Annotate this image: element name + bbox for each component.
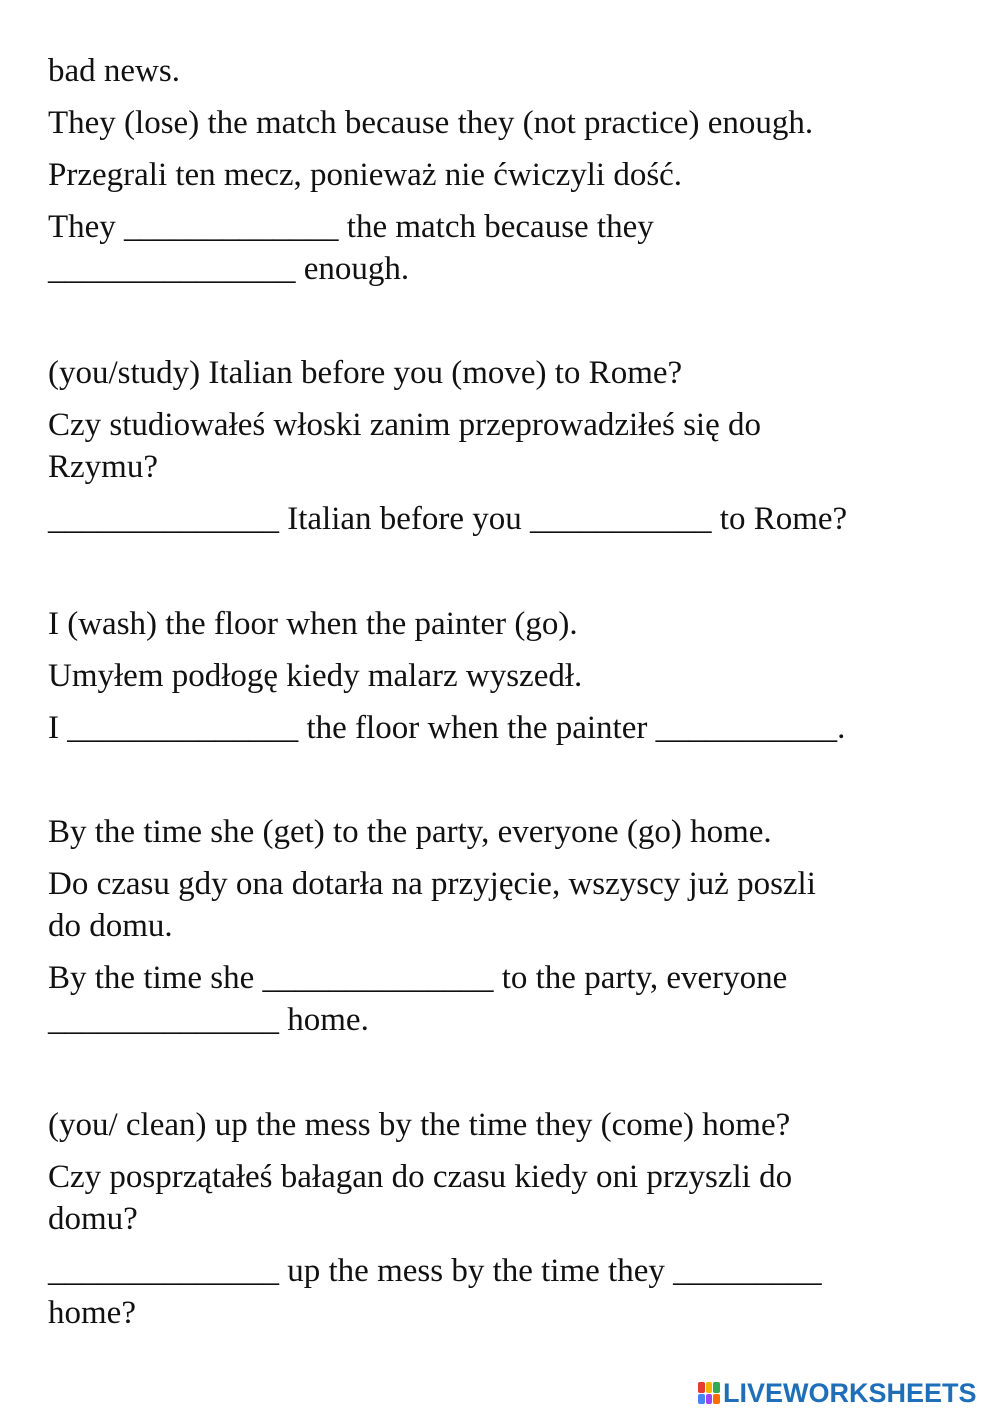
exercise-prompt: They (lose) the match because they (not practice) enough. — [48, 105, 814, 141]
translation-line: Przegrali ten mecz, ponieważ nie ćwiczyli dość. — [48, 157, 683, 193]
translation-line: do domu. — [48, 908, 173, 944]
translation-line: Rzymu? — [48, 449, 158, 485]
answer-line[interactable]: I ______________ the floor when the painter ___________. — [48, 710, 846, 746]
liveworksheets-logo — [698, 1378, 977, 1408]
logo-tile — [698, 1394, 705, 1405]
translation-line: Do czasu gdy ona dotarła na przyjęcie, wszyscy już poszli — [48, 866, 816, 902]
exercise-prompt: I (wash) the floor when the painter (go). — [48, 606, 578, 642]
answer-line[interactable]: _______________ enough. — [48, 251, 410, 287]
translation-line: Czy studiowałeś włoski zanim przeprowadziłeś się do — [48, 407, 761, 443]
logo-tile — [713, 1382, 720, 1393]
answer-line[interactable]: home? — [48, 1295, 136, 1331]
logo-tile — [706, 1382, 713, 1393]
answer-line[interactable]: They _____________ the match because they — [48, 209, 654, 245]
logo-text: LIVEWORKSHEETS — [723, 1377, 977, 1408]
translation-line: domu? — [48, 1201, 138, 1237]
translation-line: Umyłem podłogę kiedy malarz wyszedł. — [48, 658, 583, 694]
exercise-prompt: (you/study) Italian before you (move) to Rome? — [48, 355, 683, 391]
liveworksheets-logo-icon — [698, 1382, 720, 1404]
text-line: bad news. — [48, 53, 180, 89]
logo-tile — [706, 1394, 713, 1405]
answer-line[interactable]: ______________ home. — [48, 1002, 369, 1038]
exercise-prompt: (you/ clean) up the mess by the time they (come) home? — [48, 1107, 791, 1143]
answer-line[interactable]: ______________ up the mess by the time they _________ — [48, 1253, 822, 1289]
answer-line[interactable]: ______________ Italian before you ___________ to Rome? — [48, 501, 848, 537]
logo-tile — [698, 1382, 705, 1393]
exercise-prompt: By the time she (get) to the party, everyone (go) home. — [48, 814, 772, 850]
logo-tile — [713, 1394, 720, 1405]
translation-line: Czy posprzątałeś bałagan do czasu kiedy oni przyszli do — [48, 1159, 793, 1195]
answer-line[interactable]: By the time she ______________ to the party, everyone — [48, 960, 788, 996]
